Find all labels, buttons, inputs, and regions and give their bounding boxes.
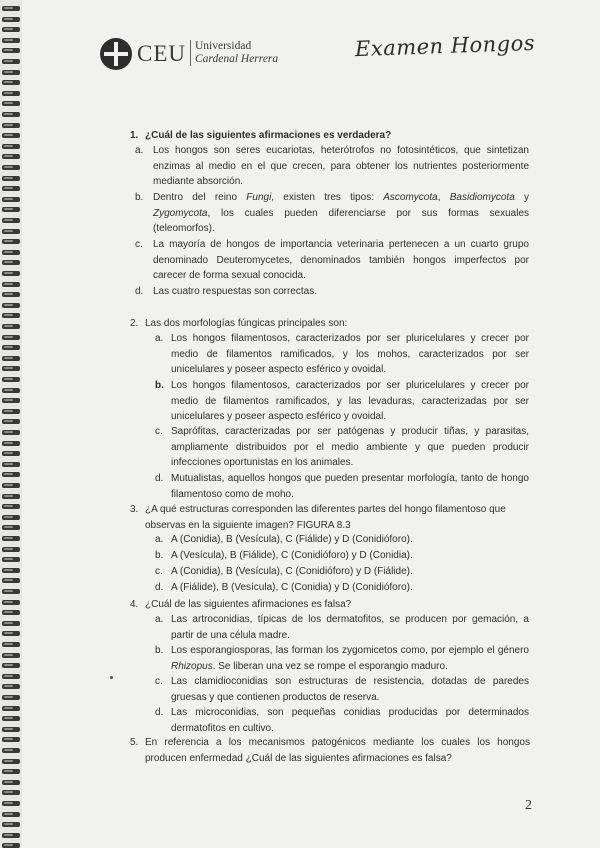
option-text: Las artroconidias, típicas de los dermatofitos, se producen por gemación, a partir de una célula madre. <box>171 614 529 641</box>
question-number: 2. <box>130 318 139 329</box>
logo-ceu-text: CEU <box>137 41 186 66</box>
text-part-italic: Rhizopus <box>171 660 213 672</box>
q2-option-d[interactable] <box>155 471 529 502</box>
option-letter: b. <box>155 550 164 561</box>
option-letter: c. <box>155 566 163 577</box>
option-letter: b. <box>155 380 164 391</box>
binding-ring <box>2 345 20 350</box>
q4-option-c[interactable] <box>155 674 529 705</box>
binding-ring <box>2 451 20 456</box>
option-letter: d. <box>135 286 144 297</box>
binding-ring <box>2 6 20 11</box>
binding-ring <box>2 207 20 212</box>
binding-ring <box>2 547 20 552</box>
handwritten-title: Examen Hongos <box>354 30 536 62</box>
binding-ring <box>2 186 20 191</box>
binding-ring <box>2 165 20 170</box>
q1-option-b[interactable] <box>135 190 529 237</box>
text-part: , <box>437 192 450 203</box>
binding-ring <box>2 356 20 361</box>
binding-ring <box>2 706 20 711</box>
option-letter: d. <box>155 707 164 718</box>
option-text: Los hongos filamentosos, caracterizados por ser pluricelulares y crecer por medio de filamentos ramificados, y las levaduras, caracterizadas por ser unicelulares y poseer aspecto esférico y ovoidal. <box>171 380 529 422</box>
q4-option-d[interactable] <box>155 705 529 736</box>
question-number: 4. <box>130 599 139 610</box>
q2-option-b[interactable] <box>155 378 529 425</box>
q3-option-d[interactable] <box>155 580 529 596</box>
binding-ring <box>2 578 20 583</box>
binding-ring <box>2 483 20 488</box>
option-text: Los hongos son seres eucariotas, heterótrofos no fotosintéticos, que sintetizan enzimas al medio en el que crecen, para obtener los nutrientes posteriormente mediante absorción. <box>153 145 529 187</box>
binding-ring <box>2 38 20 43</box>
logo-university-name <box>195 40 278 66</box>
binding-ring <box>2 176 20 181</box>
binding-ring <box>2 133 20 138</box>
text-part: y <box>514 192 529 203</box>
option-text: Las clamidioconidias son estructuras de resistencia, dotadas de paredes gruesas y que contienen productos de reserva. <box>171 676 529 703</box>
binding-ring <box>2 70 20 75</box>
text-part: Los esporangiosporas, las forman los zygomicetos como, por ejemplo el género <box>171 645 529 656</box>
option-letter: c. <box>155 676 163 687</box>
option-letter: b. <box>155 645 164 656</box>
binding-ring <box>2 250 20 255</box>
binding-ring <box>2 441 20 446</box>
binding-ring <box>2 737 20 742</box>
binding-ring <box>2 112 20 117</box>
q1-option-d[interactable] <box>135 284 529 300</box>
university-logo-icon <box>100 38 132 70</box>
option-letter: a. <box>155 333 164 344</box>
option-letter: c. <box>155 426 163 437</box>
option-letter: a. <box>135 145 144 156</box>
text-part: Dentro del reino <box>153 192 247 203</box>
binding-ring <box>2 430 20 435</box>
binding-ring <box>2 27 20 32</box>
binding-ring <box>2 759 20 764</box>
binding-ring <box>2 123 20 128</box>
binding-ring <box>2 589 20 594</box>
option-letter: b. <box>135 192 144 203</box>
binding-ring <box>2 822 20 827</box>
binding-ring <box>2 674 20 679</box>
binding-ring <box>2 292 20 297</box>
option-letter: d. <box>155 473 164 484</box>
text-part-italic: Fungi <box>246 192 272 203</box>
binding-ring <box>2 366 20 371</box>
binding-ring <box>2 769 20 774</box>
binding-ring <box>2 557 20 562</box>
binding-ring <box>2 631 20 636</box>
question-2 <box>130 316 530 332</box>
binding-ring <box>2 324 20 329</box>
binding-ring <box>2 48 20 53</box>
q3-option-b[interactable] <box>155 548 529 564</box>
question-text: En referencia a los mecanismos patogénicos mediante los cuales los hongos producen enfermedad ¿Cuál de las siguientes afirmaciones es falsa? <box>145 737 530 764</box>
option-text: Mutualistas, aquellos hongos que pueden presentar morfología, tanto de hongo filamentoso como de moho. <box>171 473 529 500</box>
question-text: Las dos morfologías fúngicas principales son: <box>145 318 348 329</box>
binding-ring <box>2 600 20 605</box>
binding-ring <box>2 197 20 202</box>
binding-ring <box>2 388 20 393</box>
binding-ring <box>2 504 20 509</box>
question-5 <box>130 735 530 766</box>
spiral-binding <box>0 0 22 848</box>
option-text: A (Conidia), B (Vesícula), C (Fiálide) y D (Conidióforo). <box>171 534 413 545</box>
option-text: A (Conidia), B (Vesícula), C (Conidióforo) y D (Fiálide). <box>171 566 413 577</box>
binding-ring <box>2 313 20 318</box>
binding-ring <box>2 536 20 541</box>
q4-option-a[interactable] <box>155 612 529 643</box>
option-text: A (Vesícula), B (Fiálide), C (Conidióforo) y D (Conidia). <box>171 550 413 561</box>
binding-ring <box>2 748 20 753</box>
question-text: ¿Cuál de las siguientes afirmaciones es falsa? <box>145 599 352 610</box>
binding-ring <box>2 642 20 647</box>
option-letter: c. <box>135 239 143 250</box>
binding-ring <box>2 154 20 159</box>
question-1 <box>130 128 530 144</box>
binding-ring <box>2 727 20 732</box>
binding-ring <box>2 303 20 308</box>
binding-ring <box>2 144 20 149</box>
binding-ring <box>2 101 20 106</box>
binding-ring <box>2 843 20 848</box>
binding-ring <box>2 409 20 414</box>
text-part: , los cuales pueden diferenciarse por sus formas sexuales (teleomorfos). <box>153 207 529 234</box>
binding-ring <box>2 621 20 626</box>
stray-mark <box>110 676 113 679</box>
q3-option-a[interactable] <box>155 532 529 548</box>
option-text: Las microconidias, son pequeñas conidias producidas por determinados dermatofitos en cultivo. <box>171 707 529 734</box>
binding-ring <box>2 780 20 785</box>
option-text <box>155 643 529 674</box>
binding-ring <box>2 218 20 223</box>
binding-ring <box>2 91 20 96</box>
question-4 <box>130 597 530 613</box>
option-text: La mayoría de hongos de importancia veterinaria pertenecen a un cuarto grupo denominado Deuteromycetes, denominados también hongos imperfectos por carecer de forma sexual conocida. <box>153 239 529 281</box>
logo-line-1: Universidad <box>195 40 252 52</box>
q2-option-a[interactable] <box>155 331 529 378</box>
option-text <box>135 190 529 237</box>
binding-ring <box>2 568 20 573</box>
binding-ring <box>2 229 20 234</box>
binding-ring <box>2 239 20 244</box>
binding-ring <box>2 812 20 817</box>
question-number: 3. <box>130 504 139 515</box>
binding-ring <box>2 260 20 265</box>
option-letter: a. <box>155 614 164 625</box>
option-text: Las cuatro respuestas son correctas. <box>153 286 317 297</box>
binding-ring <box>2 335 20 340</box>
option-letter: a. <box>155 534 164 545</box>
question-number: 1. <box>130 130 139 141</box>
binding-ring <box>2 419 20 424</box>
text-part: . Se liberan una vez se rompe el esporangio maduro. <box>212 660 448 672</box>
option-text: A (Fiálide), B (Vesícula), C (Conidia) y D (Conidióforo). <box>171 582 413 593</box>
binding-ring <box>2 462 20 467</box>
binding-ring <box>2 59 20 64</box>
binding-ring <box>2 377 20 382</box>
binding-ring <box>2 684 20 689</box>
q1-option-a[interactable] <box>135 143 529 190</box>
text-part: , existen tres tipos: <box>271 192 384 203</box>
binding-ring <box>2 663 20 668</box>
binding-ring <box>2 833 20 838</box>
text-part-italic: Ascomycota <box>383 192 438 203</box>
q1-option-c[interactable] <box>135 237 529 284</box>
binding-ring <box>2 398 20 403</box>
binding-ring <box>2 801 20 806</box>
option-text: Saprófitas, caracterizadas por ser patógenas y producir tiñas, y parasitas, ampliamente distribuidos por el medio ambiente y que pueden producir infecciones oportunistas en los animales. <box>171 426 529 468</box>
text-part-italic: Basidiomycota <box>449 192 515 203</box>
binding-ring <box>2 610 20 615</box>
binding-ring <box>2 472 20 477</box>
binding-ring <box>2 716 20 721</box>
binding-ring <box>2 695 20 700</box>
text-part-italic: Zygomycota <box>153 207 208 219</box>
binding-ring <box>2 80 20 85</box>
binding-ring <box>2 17 20 22</box>
page-number: 2 <box>525 798 532 813</box>
q3-option-c[interactable] <box>155 564 529 580</box>
question-3 <box>130 502 530 533</box>
question-number: 5. <box>130 737 139 748</box>
binding-ring <box>2 282 20 287</box>
binding-ring <box>2 525 20 530</box>
question-text: ¿Cuál de las siguientes afirmaciones es verdadera? <box>145 130 392 141</box>
binding-ring <box>2 653 20 658</box>
question-text: ¿A qué estructuras corresponden las diferentes partes del hongo filamentoso que observas en la siguiente imagen? FIGURA 8.3 <box>145 504 506 531</box>
option-letter: d. <box>155 582 164 593</box>
option-text: Los hongos filamentosos, caracterizados por ser pluricelulares y crecer por medio de filamentos ramificados, y los mohos, caracterizados por ser unicelulares y poseer aspecto esférico y ovoidal. <box>171 333 529 375</box>
binding-ring <box>2 494 20 499</box>
binding-ring <box>2 271 20 276</box>
binding-ring <box>2 790 20 795</box>
q4-option-b[interactable] <box>155 643 529 674</box>
logo-divider <box>190 40 191 66</box>
logo-line-2: Cardenal Herrera <box>195 53 279 65</box>
q2-option-c[interactable] <box>155 424 529 471</box>
binding-ring <box>2 515 20 520</box>
